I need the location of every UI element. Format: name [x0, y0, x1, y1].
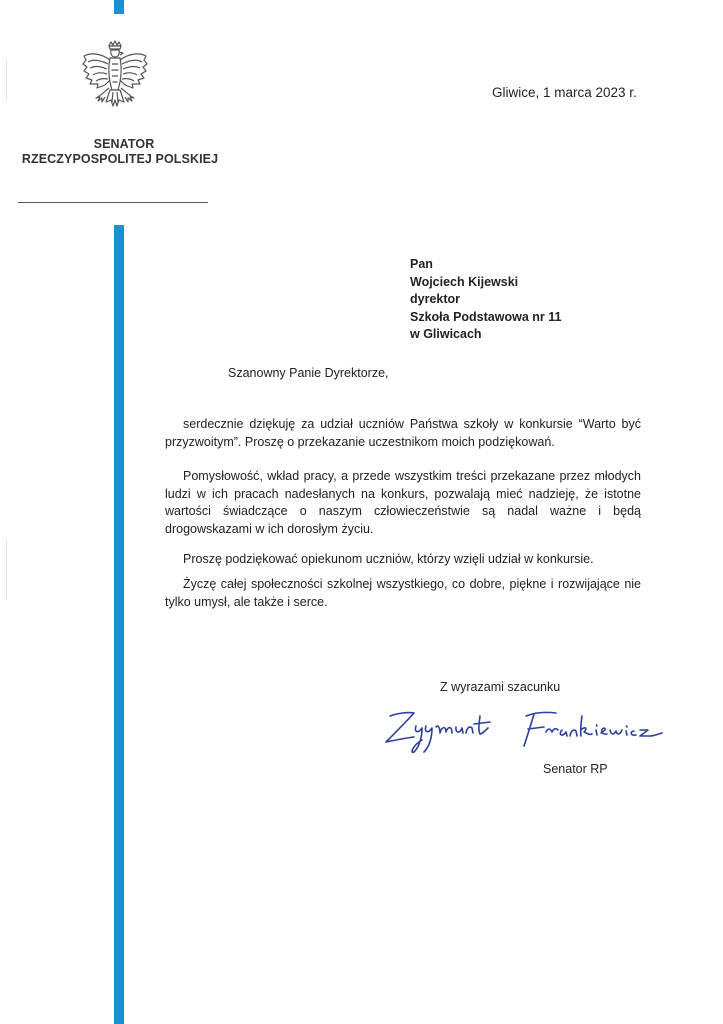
handwritten-signature — [378, 700, 664, 762]
recipient-school: Szkoła Podstawowa nr 11 — [410, 309, 562, 324]
recipient-city: w Gliwicach — [410, 327, 482, 341]
closing-phrase: Z wyrazami szacunku — [440, 680, 561, 694]
letter-body — [165, 416, 641, 619]
recipient-position: dyrektor — [410, 292, 461, 306]
recipient-honorific: Pan — [410, 257, 433, 271]
recipient-name: Wojciech Kijewski — [410, 274, 519, 289]
letter-date: Gliwice, 1 marca 2023 r. — [492, 85, 637, 100]
institution-line-2: RZECZYPOSPOLITEJ POLSKIEJ — [21, 152, 219, 166]
scan-margin-mark — [6, 60, 7, 100]
scan-margin-mark — [6, 540, 7, 600]
body-paragraph-4: Życzę całej społeczności szkolnej wszystkiego, co dobre, piękne i rozwijające nie tylko umysł, ale także i serce. — [165, 577, 641, 609]
salutation: Szanowny Panie Dyrektorze, — [228, 366, 389, 380]
signer-title: Senator RP — [543, 762, 608, 776]
body-paragraph-1: serdecznie dziękuję za udział uczniów Państwa szkoły w konkursie “Warto być przyzwoitym”. Proszę o przekazanie uczestnikom moich podziękowań. — [165, 417, 641, 449]
institution-name — [0, 137, 240, 167]
blue-accent-bar — [114, 225, 124, 1024]
body-paragraph-3: Proszę podziękować opiekunom uczniów, którzy wzięli udział w konkursie. — [183, 551, 594, 566]
recipient-address — [410, 256, 561, 344]
blue-accent-bar-top — [114, 0, 124, 14]
eagle-emblem-icon — [80, 40, 150, 122]
body-paragraph-2: Pomysłowość, wkład pracy, a przede wszystkim treści przekazane przez młodych ludzi w ich pracach nadesłanych na konkurs, pozwalają mieć nadzieję, że istotne wartości świadczące o naszym człowieczeństwie są nadal ważne i będą drogowskazami w ich dorosłym życiu. — [165, 469, 641, 536]
institution-line-1: SENATOR — [93, 137, 155, 151]
header-divider — [18, 202, 208, 203]
